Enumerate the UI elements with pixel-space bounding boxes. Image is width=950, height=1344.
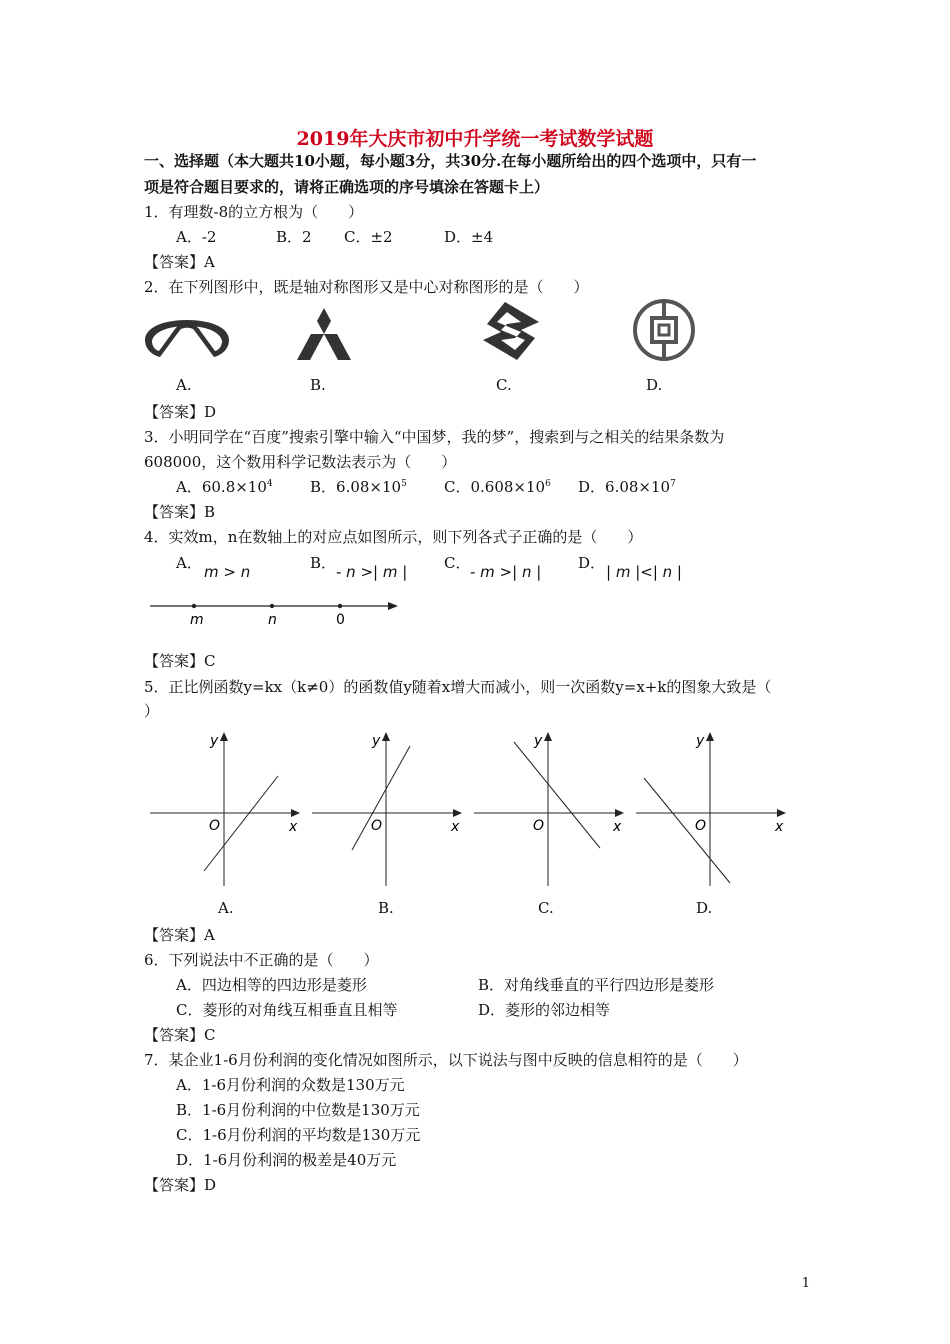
q4-option-d-expr: | m |<| n | (606, 563, 682, 581)
graph-c (472, 728, 628, 890)
graph-d (634, 728, 790, 890)
q4-option-d-label: D． (578, 554, 606, 572)
section-heading-line1: 一、选择题（本大题共10小题，每小题3分，共30分.在每小题所给出的四个选项中，只有一 (144, 152, 757, 170)
q3-option-d: D．$6.08\times 10^7$ (578, 478, 676, 496)
q2-option-b: B. (310, 376, 326, 394)
q7-option-a: A．1-6月份利润的众数是130万元 (176, 1076, 405, 1094)
number-line-zero: 0 (336, 612, 345, 628)
q7-option-c: C．1-6月份利润的平均数是130万元 (176, 1126, 421, 1144)
page-number: 1 (801, 1276, 810, 1291)
q4-stem: 4．实效m，n在数轴上的对应点如图所示，则下列各式子正确的是（ ） (144, 528, 643, 546)
q3-option-a: A．$60.8\times 10^4$ (176, 478, 273, 496)
q4-option-a-expr: m > n (204, 563, 251, 581)
q1-option-d: D．±4 (444, 228, 494, 246)
graph-a-y-label: y (210, 733, 219, 749)
graph-a (148, 728, 304, 890)
graph-d-x-label: x (775, 819, 784, 835)
q3-option-c: C．$0.608\times 10^6$ (444, 478, 551, 496)
q1-option-c: C．±2 (344, 228, 393, 246)
graph-b-x-label: x (451, 819, 460, 835)
number-line-m: m (190, 612, 204, 628)
q4-option-c-expr: - m >| n | (470, 563, 542, 581)
q5-option-a: A. (218, 899, 234, 917)
q5-stem-line2: ） (144, 702, 160, 720)
mitsubishi-logo-icon (293, 306, 355, 362)
graph-b-y-label: y (372, 733, 381, 749)
q2-answer: 【答案】D (144, 403, 217, 421)
q6-option-c: C．菱形的对角线互相垂直且相等 (176, 1001, 398, 1019)
q6-option-b: B．对角线垂直的平行四边形是菱形 (478, 976, 715, 994)
q3-option-b: B．$6.08\times 10^5$ (310, 478, 407, 496)
q1-answer: 【答案】A (144, 253, 215, 271)
q5-stem-line1: 5．正比例函数y=kx（k≠0）的函数值y随着x增大而减小，则一次函数y=x+k的图象大致是（ (144, 678, 772, 696)
graph-c-y-label: y (534, 733, 543, 749)
q7-option-d: D．1-6月份利润的极差是40万元 (176, 1151, 397, 1169)
graph-b (310, 728, 466, 890)
graph-d-origin: O (695, 818, 707, 834)
q2-option-d: D. (646, 376, 663, 394)
q4-answer: 【答案】C (144, 652, 216, 670)
suzuki-logo-icon (481, 300, 541, 362)
coin-circle-square-icon (631, 297, 697, 363)
q3-stem-line2: 608000，这个数用科学记数法表示为（ ） (144, 453, 457, 471)
q1-option-a: A．-2 (176, 228, 217, 246)
q4-option-c-label: C． (444, 554, 471, 572)
graph-c-origin: O (533, 818, 545, 834)
graph-a-origin: O (209, 818, 221, 834)
q4-option-b-expr: - n >| m | (336, 563, 408, 581)
q6-stem: 6．下列说法中不正确的是（ ） (144, 951, 379, 969)
q1-option-b: B．2 (276, 228, 312, 246)
page-title: 2019年大庆市初中升学统一考试数学试题 (296, 128, 654, 150)
q6-option-d: D．菱形的邻边相等 (478, 1001, 611, 1019)
q2-option-a: A. (176, 376, 192, 394)
graph-c-x-label: x (613, 819, 622, 835)
q2-stem: 2．在下列图形中，既是轴对称图形又是中心对称图形的是（ ） (144, 278, 589, 296)
q3-stem-line1: 3．小明同学在“百度”搜索引擎中输入“中国梦，我的梦”，搜索到与之相关的结果条数为 (144, 428, 725, 446)
q5-answer: 【答案】A (144, 926, 215, 944)
q7-option-b: B．1-6月份利润的中位数是130万元 (176, 1101, 420, 1119)
q6-option-a: A．四边相等的四边形是菱形 (176, 976, 367, 994)
q6-answer: 【答案】C (144, 1026, 216, 1044)
section-heading-line2: 项是符合题目要求的，请将正确选项的序号填涂在答题卡上） (144, 178, 550, 196)
graph-d-y-label: y (696, 733, 705, 749)
graph-b-origin: O (371, 818, 383, 834)
q7-answer: 【答案】D (144, 1176, 217, 1194)
graph-a-x-label: x (289, 819, 298, 835)
q5-option-b: B. (378, 899, 394, 917)
q1-stem: 1．有理数-8的立方根为（ ） (144, 203, 364, 221)
q3-answer: 【答案】B (144, 503, 216, 521)
number-line (148, 596, 400, 636)
q4-option-a-label: A． (176, 554, 202, 572)
q4-option-b-label: B． (310, 554, 337, 572)
q2-option-c: C. (496, 376, 512, 394)
q5-option-c: C. (538, 899, 554, 917)
q7-stem: 7．某企业1-6月份利润的变化情况如图所示，以下说法与图中反映的信息相符的是（ ） (144, 1051, 748, 1069)
q5-option-d: D. (696, 899, 713, 917)
infiniti-logo-icon (142, 316, 232, 362)
number-line-n: n (268, 612, 277, 628)
